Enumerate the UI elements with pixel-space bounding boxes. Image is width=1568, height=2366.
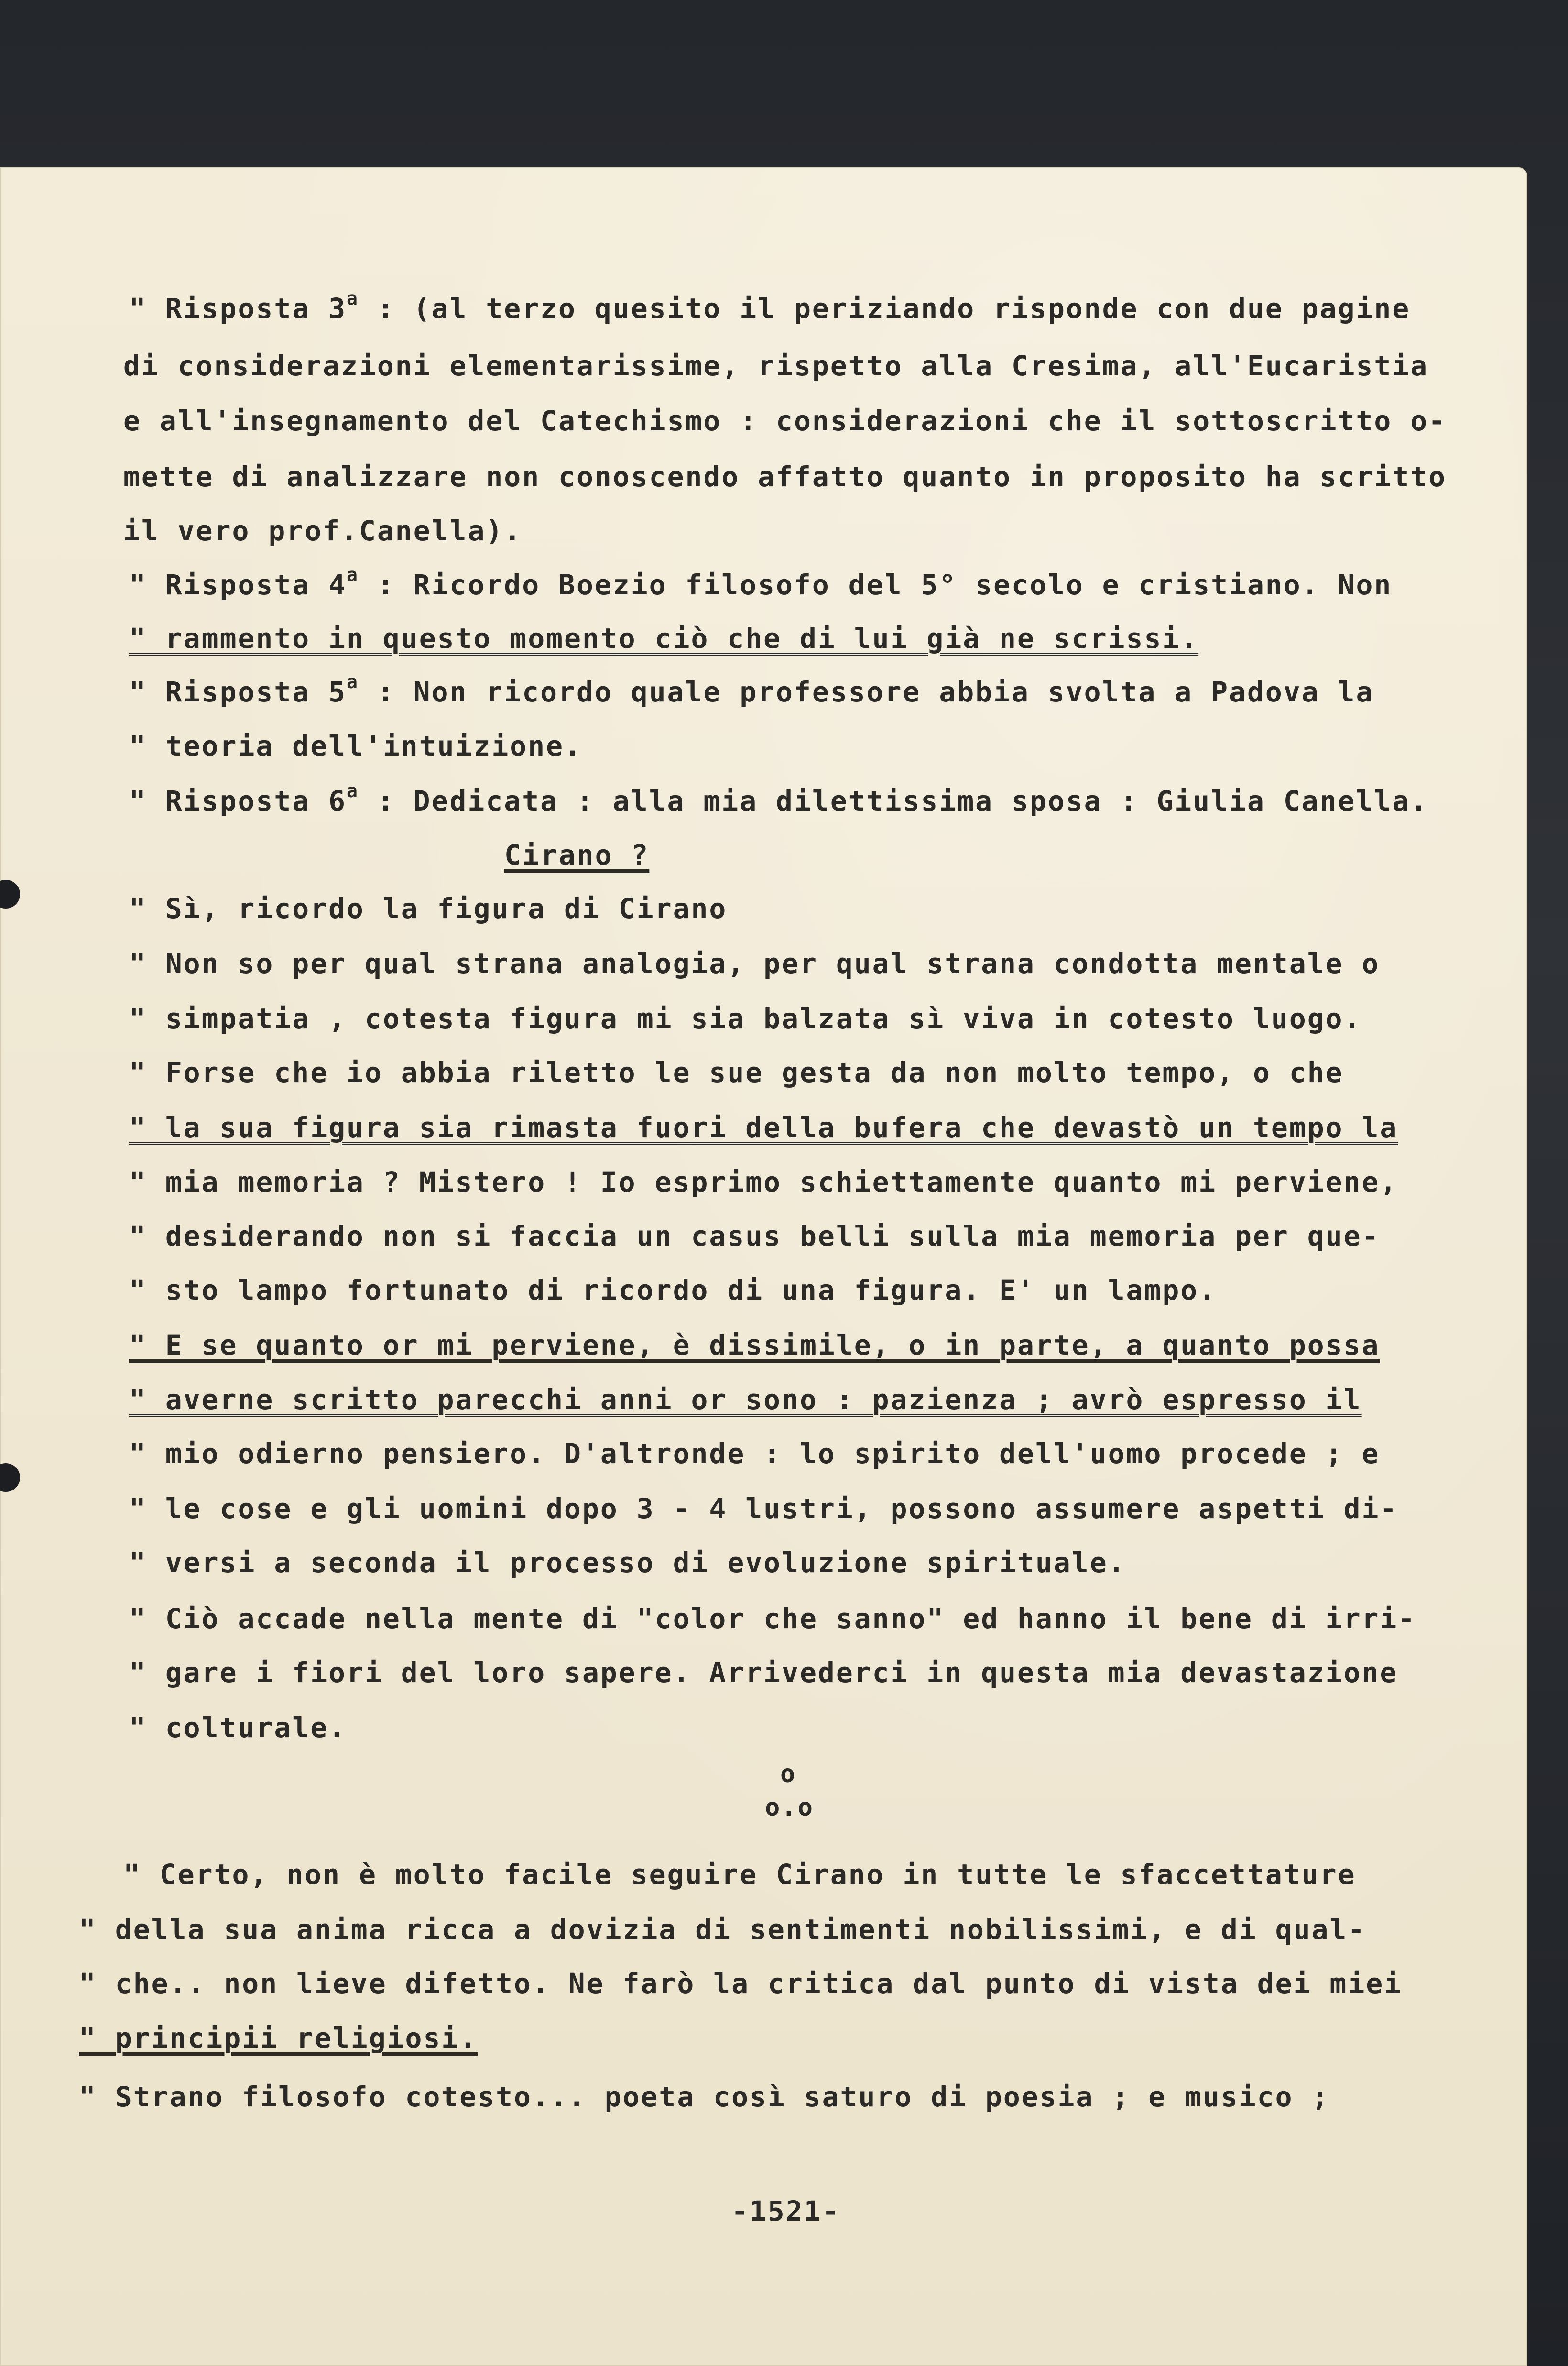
text-line: " Sì, ricordo la figura di Cirano [129, 892, 728, 925]
text-line: " mia memoria ? Mistero ! Io esprimo schiettamente quanto mi perviene, [129, 1166, 1398, 1198]
text-line: " principii religiosi. [79, 2022, 478, 2054]
text-line: di considerazioni elementarissime, rispetto alla Cresima, all'Eucaristia [123, 350, 1429, 382]
text-line: " teoria dell'intuizione. [129, 730, 582, 762]
text-line: " simpatia , cotesta figura mi sia balzata sì viva in cotesto luogo. [129, 1002, 1362, 1035]
text-line: " della sua anima ricca a dovizia di sentimenti nobilissimi, e di qual- [79, 1913, 1366, 1946]
separator-mark: o.o [765, 1793, 814, 1822]
text-line: " la sua figura sia rimasta fuori della bufera che devastò un tempo la [129, 1111, 1398, 1144]
text-line: " Risposta 6$^a$ : Dedicata : alla mia dilettissima sposa : Giulia Canella. [129, 780, 1429, 817]
text-line: " gare i fiori del loro sapere. Arrivederci in questa mia devastazione [129, 1656, 1398, 1689]
text-line: " Certo, non è molto facile seguire Cirano in tutte le sfaccettature [123, 1858, 1356, 1891]
text-line: " E se quanto or mi perviene, è dissimile, o in parte, a quanto possa [129, 1329, 1380, 1361]
section-heading: Cirano ? [504, 839, 650, 871]
text-line: " rammento in questo momento ciò che di lui già ne scrissi. [129, 622, 1199, 655]
text-line: " sto lampo fortunato di ricordo di una figura. E' un lampo. [129, 1274, 1217, 1306]
text-line: " Risposta 5$^a$ : Non ricordo quale professore abbia svolta a Padova la [129, 671, 1374, 708]
text-line: " Forse che io abbia riletto le sue gesta da non molto tempo, o che [129, 1056, 1344, 1089]
text-line: e all'insegnamento del Catechismo : considerazioni che il sottoscritto o- [123, 405, 1447, 437]
text-line: " Strano filosofo cotesto... poeta così saturo di poesia ; e musico ; [79, 2081, 1330, 2113]
text-line: " Ciò accade nella mente di "color che sanno" ed hanno il bene di irri- [129, 1602, 1416, 1635]
text-line: " le cose e gli uomini dopo 3 - 4 lustri, possono assumere aspetti di- [129, 1492, 1398, 1525]
text-line: " che.. non lieve difetto. Ne farò la critica dal punto di vista dei miei [79, 1967, 1403, 2000]
text-line: " Risposta 3$^a$ : (al terzo quesito il periziando risponde con due pagine [129, 288, 1411, 325]
page-text [0, 167, 1527, 2366]
text-line: " desiderando non si faccia un casus belli sulla mia memoria per que- [129, 1220, 1380, 1252]
separator-mark: o [780, 1760, 797, 1788]
typewritten-page [0, 167, 1527, 2366]
text-line: " colturale. [129, 1711, 347, 1744]
text-line: " Risposta 4$^a$ : Ricordo Boezio filosofo del 5° secolo e cristiano. Non [129, 564, 1393, 601]
text-line: " versi a seconda il processo di evoluzione spirituale. [129, 1546, 1126, 1579]
text-line: " mio odierno pensiero. D'altronde : lo spirito dell'uomo procede ; e [129, 1437, 1380, 1470]
text-line: il vero prof.Canella). [123, 515, 523, 547]
text-line: " Non so per qual strana analogia, per qual strana condotta mentale o [129, 947, 1380, 980]
text-line: mette di analizzare non conoscendo affatto quanto in proposito ha scritto [123, 460, 1447, 493]
text-line: " averne scritto parecchi anni or sono : pazienza ; avrò espresso il [129, 1383, 1362, 1416]
page-number: -1521- [731, 2195, 840, 2227]
